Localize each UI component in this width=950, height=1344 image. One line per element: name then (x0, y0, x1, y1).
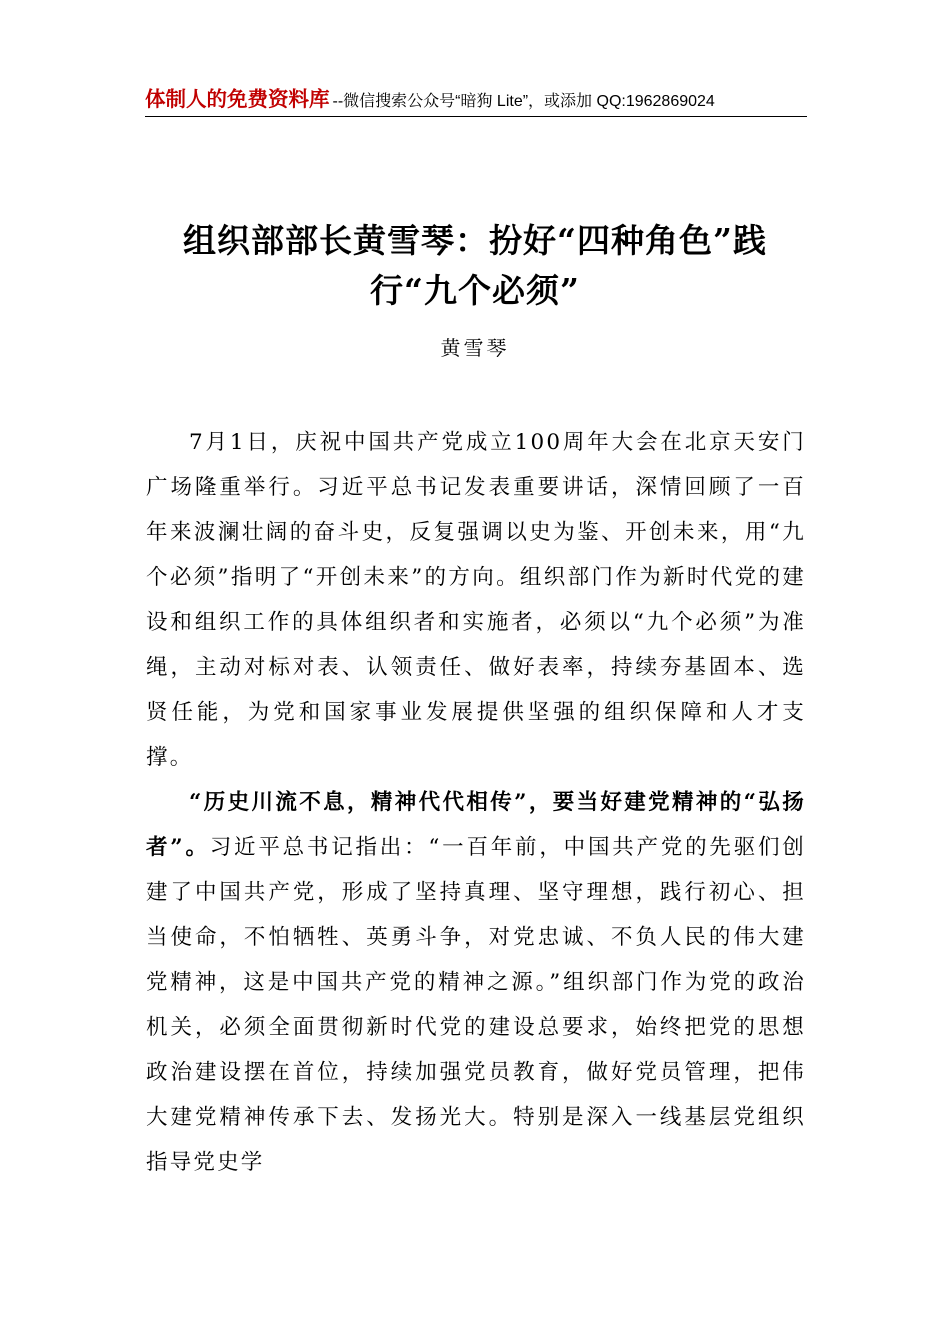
paragraph-2-text: 习近平总书记指出：“一百年前，中国共产党的先驱们创建了中国共产党，形成了坚持真理、坚守理想，践行初心、担当使命，不怕牺牲、英勇斗争，对党忠诚、不负人民的伟大建党精神，这是中国共产党的精神之源。”组织部门作为党的政治机关，必须全面贯彻新时代党的建设总要求，始终把党的思想政治建设摆在首位，持续加强党员教育，做好党员管理，把伟大建党精神传承下去、发扬光大。特别是深入一线基层党组织指导党史学 (146, 835, 806, 1175)
paragraph-2 (146, 780, 806, 1185)
article-title-line-1: 组织部部长黄雪琴：扮好“四种角色”践 (183, 221, 767, 260)
header-brand: 体制人的免费资料库 (145, 88, 330, 111)
article-author: 黄雪琴 (440, 336, 510, 360)
paragraph-1: 7月1日，庆祝中国共产党成立100周年大会在北京天安门广场隆重举行。习近平总书记发表重要讲话，深情回顾了一百年来波澜壮阔的奋斗史，反复强调以史为鉴、开创未来，用“九个必须”指明了“开创未来”的方向。组织部门作为新时代党的建设和组织工作的具体组织者和实施者，必须以“九个必须”为准绳，主动对标对表、认领责任、做好表率，持续夯基固本、选贤任能，为党和国家事业发展提供坚强的组织保障和人才支撑。 (146, 430, 806, 770)
article-body (146, 420, 806, 1185)
article-title-line-2: 行“九个必须” (370, 271, 580, 310)
paragraph-2-heading: “历史川流不息，精神代代相传”，要当好建党精神的“弘扬者”。 (146, 790, 806, 860)
article-title (150, 216, 800, 316)
page-header (145, 82, 807, 117)
header-note: --微信搜索公众号“暗狗 Lite”，或添加 QQ:1962869024 (332, 93, 715, 110)
